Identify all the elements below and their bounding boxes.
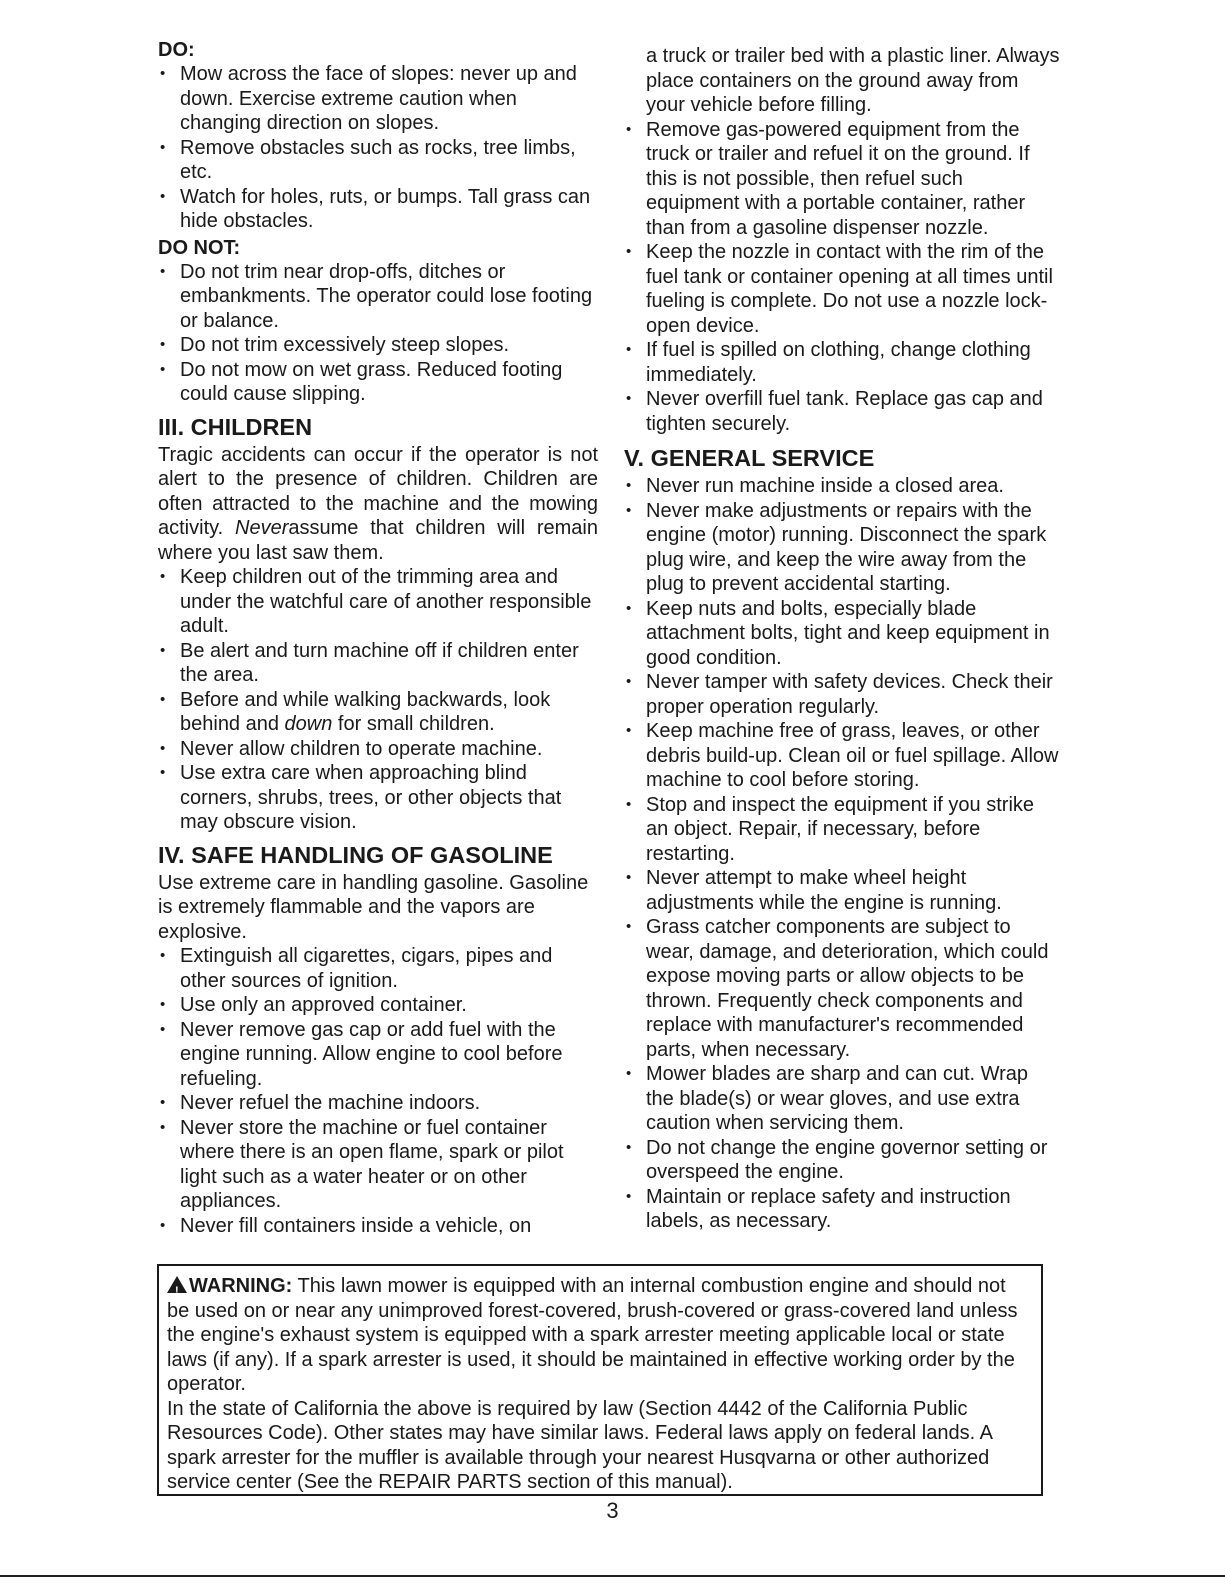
gasoline-list <box>158 944 598 1238</box>
list-item: • Keep nuts and bolts, especially blade attachment bolts, tight and keep equipment in good condition. <box>624 597 1060 671</box>
children-intro <box>158 443 598 566</box>
list-item-text-2: for small children. <box>332 713 495 735</box>
section-title-gasoline: IV. SAFE HANDLING OF GASOLINE <box>158 841 553 868</box>
list-item-emphasis: down <box>284 713 333 735</box>
list-item: • Use extra care when approaching blind corners, shrubs, trees, or other objects that may obscure vision. <box>158 761 598 835</box>
do-not-list <box>158 260 598 407</box>
list-item: • Mow across the face of slopes: never up and down. Exercise extreme caution when changing direction on slopes. <box>158 62 598 136</box>
list-item: • Do not mow on wet grass. Reduced footing could cause slipping. <box>158 358 598 407</box>
list-item: • Never store the machine or fuel container where there is an open flame, spark or pilot light such as a water heater or on other appliances. <box>158 1116 598 1214</box>
do-heading: DO: <box>158 39 195 61</box>
list-item: • Stop and inspect the equipment if you strike an object. Repair, if necessary, before restarting. <box>624 793 1060 867</box>
list-item: • Mower blades are sharp and can cut. Wrap the blade(s) or wear gloves, and use extra caution when servicing them. <box>624 1062 1060 1136</box>
list-item: • Never fill containers inside a vehicle, on <box>158 1214 598 1239</box>
list-item <box>158 688 598 737</box>
right-column <box>624 44 1060 1234</box>
do-list <box>158 62 598 234</box>
warning-paragraph-2: In the state of California the above is required by law (Section 4442 of the California Public Resources Code). Other states may have similar laws. Federal laws apply on federal lands. A spark arrester for the muffler is available through your nearest Husqvarna or other authorized service center (See the REPAIR PARTS section of this manual). <box>167 1397 992 1493</box>
list-item: • Never overfill fuel tank. Replace gas cap and tighten securely. <box>624 387 1060 436</box>
service-list <box>624 474 1060 1234</box>
warning-paragraph <box>167 1274 1033 1397</box>
list-item: • Never tamper with safety devices. Check their proper operation regularly. <box>624 670 1060 719</box>
list-item-text: Before and while walking backwards, look behind and <box>180 688 551 735</box>
list-item: • Watch for holes, ruts, or bumps. Tall grass can hide obstacles. <box>158 185 598 234</box>
list-item: • Grass catcher components are subject to wear, damage, and deterioration, which could expose moving parts or allow objects to be thrown. Frequently check components and replace with manufacturer's recommended parts, when necessary. <box>624 915 1060 1062</box>
list-item: • Keep machine free of grass, leaves, or other debris build-up. Clean oil or fuel spillage. Allow machine to cool before storing. <box>624 719 1060 793</box>
children-list <box>158 565 598 835</box>
bottom-rule <box>0 1575 1225 1577</box>
children-intro-text-2: assume that children will remain where you last saw them. <box>158 517 598 564</box>
warning-box <box>157 1264 1043 1496</box>
list-item: • Do not trim near drop-offs, ditches or embankments. The operator could lose footing or balance. <box>158 260 598 334</box>
list-item: • Never refuel the machine indoors. <box>158 1091 598 1116</box>
list-item: • Use only an approved container. <box>158 993 598 1018</box>
list-item: • Do not trim excessively steep slopes. <box>158 333 598 358</box>
list-item: • Remove obstacles such as rocks, tree limbs, etc. <box>158 136 598 185</box>
do-not-heading: DO NOT: <box>158 236 241 259</box>
list-item: • Never allow children to operate machine. <box>158 737 598 762</box>
gasoline-list-continued <box>624 118 1060 437</box>
list-item: • Never run machine inside a closed area. <box>624 474 1060 499</box>
gasoline-intro: Use extreme care in handling gasoline. Gasoline is extremely flammable and the vapors are explosive. <box>158 871 589 943</box>
children-intro-emphasis: Never <box>235 517 289 539</box>
page-number: 3 <box>606 1498 619 1523</box>
list-item: • Be alert and turn machine off if children enter the area. <box>158 639 598 688</box>
warning-triangle-icon <box>167 1276 187 1293</box>
children-intro-text: Tragic accidents can occur if the operator is not alert to the presence of children. Children are often attracted to the machine and the mowing activity. <box>158 443 598 539</box>
list-item: • Never attempt to make wheel height adjustments while the engine is running. <box>624 866 1060 915</box>
list-item: • Keep the nozzle in contact with the rim of the fuel tank or container opening at all times until fueling is complete. Do not use a nozzle lock-open device. <box>624 240 1060 338</box>
list-item: • Extinguish all cigarettes, cigars, pipes and other sources of ignition. <box>158 944 598 993</box>
list-item: • Never make adjustments or repairs with the engine (motor) running. Disconnect the spark plug wire, and keep the wire away from the plug to prevent accidental starting. <box>624 499 1060 597</box>
warning-label: WARNING: <box>189 1275 293 1297</box>
list-item: • Do not change the engine governor setting or overspeed the engine. <box>624 1136 1060 1185</box>
list-item: • Keep children out of the trimming area and under the watchful care of another responsible adult. <box>158 565 598 639</box>
list-item: • Never remove gas cap or add fuel with the engine running. Allow engine to cool before refueling. <box>158 1018 598 1092</box>
section-title-general-service: V. GENERAL SERVICE <box>624 445 875 471</box>
list-item: • If fuel is spilled on clothing, change clothing immediately. <box>624 338 1060 387</box>
list-item: • Maintain or replace safety and instruction labels, as necessary. <box>624 1185 1060 1234</box>
section-title-children: III. CHILDREN <box>158 413 313 440</box>
gasoline-continued: a truck or trailer bed with a plastic liner. Always place containers on the ground away from your vehicle before filling. <box>646 45 1060 116</box>
warning-text: This lawn mower is equipped with an internal combustion engine and should not be used on or near any unimproved forest-covered, brush-covered or grass-covered land unless the engine's exhaust system is equipped with a spark arrester meeting applicable local or state laws (if any). If a spark arrester is used, it should be maintained in effective working order by the operator. <box>167 1275 1018 1395</box>
left-column <box>158 38 598 1238</box>
list-item: • Remove gas-powered equipment from the truck or trailer and refuel it on the ground. If this is not possible, then refuel such equipment with a portable container, rather than from a gasoline dispenser nozzle. <box>624 118 1060 241</box>
